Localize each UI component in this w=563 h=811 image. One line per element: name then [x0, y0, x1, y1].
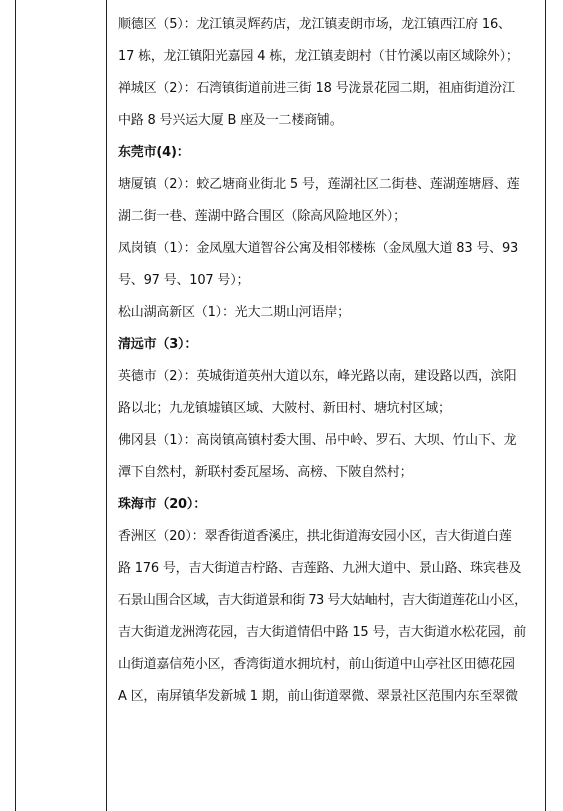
text-line-tangxia-2: 湖二街一巷、莲湖中路合围区（除高风险地区外）；	[118, 209, 406, 224]
text-line-fogang-1: 佛冈县（1）：高岗镇高镇村委大围、吊中岭、罗石、大坝、竹山下、龙	[118, 433, 517, 448]
text-line-chancheng-1: 禅城区（2）：石湾镇街道前进三街 18 号泷景花园二期，祖庙街道汾江	[118, 81, 515, 96]
text-line-xiangzhou-4: 吉大街道龙洲湾花园，吉大街道情侣中路 15 号，吉大街道水松花园，前	[118, 625, 527, 640]
text-line-yingde-2: 路以北；九龙镇墟镇区域、大陂村、新田村、塘坑村区域；	[118, 401, 451, 416]
text-line-fogang-2: 潭下自然村，新联村委瓦屋场、高榜、下陂自然村；	[118, 465, 413, 480]
section-heading-dongguan: 东莞市(4)：	[118, 145, 190, 160]
table-left-cell	[15, 0, 107, 811]
text-line-fenggang-1: 凤岗镇（1）：金凤凰大道智谷公寓及相邻楼栋（金凤凰大道 83 号、93	[118, 241, 519, 256]
text-line-chancheng-2: 中路 8 号兴运大厦 B 座及一二楼商铺。	[118, 113, 343, 128]
text-line-xiangzhou-5: 山街道嘉信苑小区，香湾街道水拥坑村，前山街道中山亭社区田德花园	[118, 657, 515, 672]
text-line-tangxia-1: 塘厦镇（2）：蛟乙塘商业街北 5 号，莲湖社区二街巷、莲湖莲塘唇、莲	[118, 177, 520, 192]
text-line-songshanhu: 松山湖高新区（1）：光大二期山河语岸；	[118, 305, 350, 320]
text-line-shunde-1: 顺德区（5）：龙江镇灵辉药店，龙江镇麦朗市场，龙江镇西江府 16、	[118, 17, 511, 32]
text-line-xiangzhou-2: 路 176 号，吉大街道吉柠路、吉莲路、九洲大道中、景山路、珠宾巷及	[118, 561, 522, 576]
section-heading-qingyuan: 清远市（3）：	[118, 337, 198, 352]
section-heading-zhuhai: 珠海市（20）：	[118, 497, 206, 512]
text-line-xiangzhou-3: 石景山围合区域，吉大街道景和街 73 号大姑岫村，吉大街道莲花山小区，	[118, 593, 527, 608]
text-line-xiangzhou-1: 香洲区（20）：翠香街道香溪庄，拱北街道海安园小区，吉大街道白莲	[118, 529, 512, 544]
text-line-fenggang-2: 号、97 号、107 号）；	[118, 273, 250, 288]
text-line-yingde-1: 英德市（2）：英城街道英州大道以东，峰光路以南，建设路以西，滨阳	[118, 369, 517, 384]
table-content-cell	[108, 0, 546, 811]
text-line-shunde-2: 17 栋，龙江镇阳光嘉园 4 栋，龙江镇麦朗村（甘竹溪以南区域除外）；	[118, 49, 519, 64]
text-line-xiangzhou-6: A 区，南屏镇华发新城 1 期，前山街道翠微、翠景社区范围内东至翠微	[118, 689, 518, 704]
